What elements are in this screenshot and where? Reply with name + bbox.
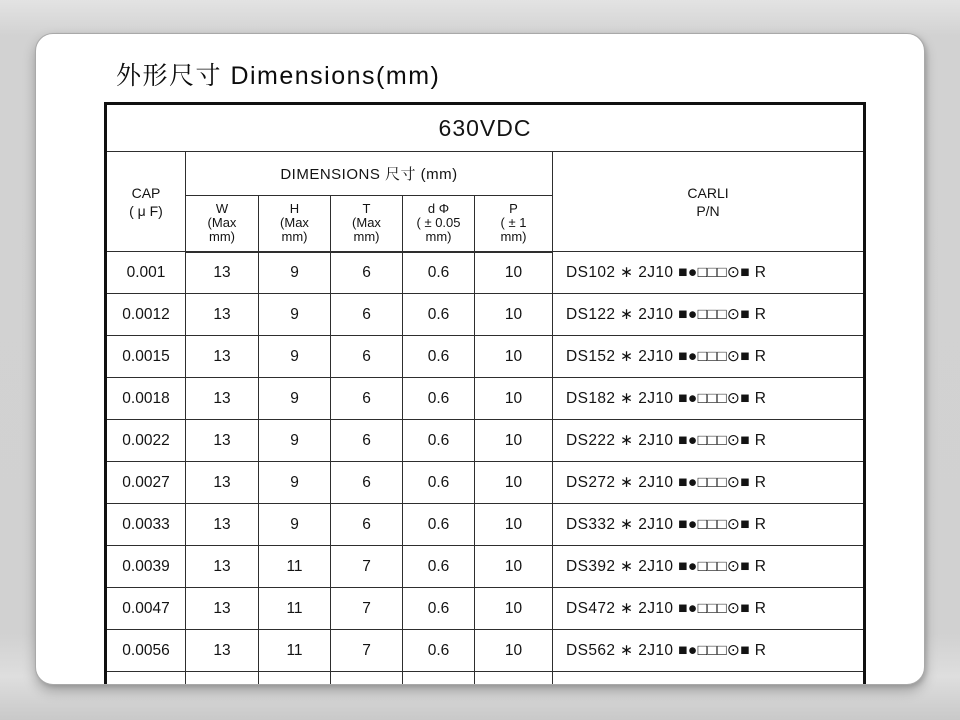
p-header-line2: ( ± 1 xyxy=(500,215,527,231)
h-header-line1: H xyxy=(289,201,300,217)
d-cell: 0.6 xyxy=(403,462,475,504)
h-cell: 11 xyxy=(259,630,331,672)
d-header-line3: mm) xyxy=(425,229,452,245)
t-cell: 6 xyxy=(331,378,403,420)
t-cell: 6 xyxy=(331,336,403,378)
h-header-line3: mm) xyxy=(281,229,308,245)
w-cell: 13 xyxy=(186,588,259,630)
t-column-header xyxy=(331,196,403,252)
t-cell: 6 xyxy=(331,252,403,294)
table-row xyxy=(106,630,865,672)
cap-cell: 0.0012 xyxy=(106,294,186,336)
cap-cell: 0.0047 xyxy=(106,588,186,630)
carli-header-line2: P/N xyxy=(696,202,720,219)
d-cell: 0.6 xyxy=(403,504,475,546)
d-header-line1: d Φ xyxy=(427,201,450,217)
pn-cell: DS152 ∗ 2J10 ■●□□□⊙■ R xyxy=(553,336,865,378)
t-cell: 6 xyxy=(331,504,403,546)
p-cell xyxy=(475,672,553,686)
d-cell: 0.6 xyxy=(403,378,475,420)
t-cell xyxy=(331,672,403,686)
d-cell: 0.6 xyxy=(403,546,475,588)
table-row xyxy=(106,546,865,588)
h-cell xyxy=(259,672,331,686)
pn-cell: DS102 ∗ 2J10 ■●□□□⊙■ R xyxy=(553,252,865,294)
voltage-header-row xyxy=(106,104,865,152)
cap-cell: 0.0033 xyxy=(106,504,186,546)
table-row xyxy=(106,504,865,546)
cap-cell: 0.0027 xyxy=(106,462,186,504)
p-cell: 10 xyxy=(475,504,553,546)
w-header-line1: W xyxy=(215,201,229,217)
h-cell: 9 xyxy=(259,462,331,504)
cap-cell: 0.0015 xyxy=(106,336,186,378)
p-header-line3: mm) xyxy=(500,229,527,245)
table-row-partial xyxy=(106,672,865,686)
d-header-line2: ( ± 0.05 xyxy=(416,215,461,231)
h-header-line2: (Max xyxy=(280,215,309,231)
h-cell: 9 xyxy=(259,378,331,420)
voltage-header: 630VDC xyxy=(106,104,865,152)
h-cell: 9 xyxy=(259,504,331,546)
table-row xyxy=(106,336,865,378)
w-cell: 13 xyxy=(186,294,259,336)
pn-cell: DS222 ∗ 2J10 ■●□□□⊙■ R xyxy=(553,420,865,462)
w-cell: 13 xyxy=(186,378,259,420)
d-cell: 0.6 xyxy=(403,294,475,336)
w-header-line3: mm) xyxy=(209,229,235,245)
cap-cell xyxy=(106,672,186,686)
w-cell: 13 xyxy=(186,252,259,294)
t-header-line2: (Max xyxy=(352,215,381,231)
t-cell: 7 xyxy=(331,588,403,630)
carli-header-line1: CARLI xyxy=(687,184,729,201)
dimensions-table xyxy=(104,102,866,685)
w-cell: 13 xyxy=(186,336,259,378)
d-column-header xyxy=(403,196,475,252)
table-row xyxy=(106,588,865,630)
pn-cell: DS562 ∗ 2J10 ■●□□□⊙■ R xyxy=(553,630,865,672)
p-cell: 10 xyxy=(475,462,553,504)
t-cell: 6 xyxy=(331,420,403,462)
cap-cell: 0.001 xyxy=(106,252,186,294)
table-row xyxy=(106,294,865,336)
t-cell: 6 xyxy=(331,462,403,504)
p-cell: 10 xyxy=(475,336,553,378)
cap-cell: 0.0039 xyxy=(106,546,186,588)
cap-cell: 0.0022 xyxy=(106,420,186,462)
carli-pn-column-header xyxy=(553,152,865,252)
slide-card xyxy=(35,33,925,685)
pn-cell: DS272 ∗ 2J10 ■●□□□⊙■ R xyxy=(553,462,865,504)
cap-column-header xyxy=(106,152,186,252)
w-cell: 13 xyxy=(186,462,259,504)
w-cell: 13 xyxy=(186,504,259,546)
d-cell: 0.6 xyxy=(403,336,475,378)
p-cell: 10 xyxy=(475,252,553,294)
w-column-header xyxy=(186,196,259,252)
p-cell: 10 xyxy=(475,378,553,420)
t-cell: 6 xyxy=(331,294,403,336)
t-header-line3: mm) xyxy=(353,229,380,245)
w-cell: 13 xyxy=(186,420,259,462)
p-cell: 10 xyxy=(475,420,553,462)
table-row xyxy=(106,462,865,504)
p-cell: 10 xyxy=(475,588,553,630)
p-cell: 10 xyxy=(475,630,553,672)
cap-header-line1: CAP xyxy=(131,184,161,201)
p-cell: 10 xyxy=(475,294,553,336)
h-cell: 9 xyxy=(259,336,331,378)
d-cell: 0.6 xyxy=(403,588,475,630)
h-cell: 9 xyxy=(259,252,331,294)
d-cell: 0.6 xyxy=(403,252,475,294)
t-cell: 7 xyxy=(331,546,403,588)
h-cell: 11 xyxy=(259,588,331,630)
table-row xyxy=(106,420,865,462)
w-cell: 13 xyxy=(186,546,259,588)
h-column-header xyxy=(259,196,331,252)
group-header-row xyxy=(106,152,865,196)
p-cell: 10 xyxy=(475,546,553,588)
pn-cell: DS122 ∗ 2J10 ■●□□□⊙■ R xyxy=(553,294,865,336)
t-header-line1: T xyxy=(362,201,371,217)
h-cell: 9 xyxy=(259,420,331,462)
w-cell: 13 xyxy=(186,630,259,672)
pn-cell: DS392 ∗ 2J10 ■●□□□⊙■ R xyxy=(553,546,865,588)
pn-cell: DS332 ∗ 2J10 ■●□□□⊙■ R xyxy=(553,504,865,546)
cap-header-line2: ( μ F) xyxy=(129,202,163,219)
d-cell xyxy=(403,672,475,686)
table-row xyxy=(106,378,865,420)
d-cell: 0.6 xyxy=(403,630,475,672)
pn-cell: DS182 ∗ 2J10 ■●□□□⊙■ R xyxy=(553,378,865,420)
cap-cell: 0.0056 xyxy=(106,630,186,672)
table-body xyxy=(106,252,865,686)
d-cell: 0.6 xyxy=(403,420,475,462)
cap-cell: 0.0018 xyxy=(106,378,186,420)
h-cell: 9 xyxy=(259,294,331,336)
pn-cell: DS472 ∗ 2J10 ■●□□□⊙■ R xyxy=(553,588,865,630)
pn-cell xyxy=(553,672,865,686)
w-cell xyxy=(186,672,259,686)
p-header-line1: P xyxy=(509,201,518,217)
h-cell: 11 xyxy=(259,546,331,588)
table-row xyxy=(106,252,865,294)
dimensions-group-header: DIMENSIONS 尺寸 (mm) xyxy=(186,152,553,196)
w-header-line2: (Max xyxy=(207,215,237,231)
p-column-header xyxy=(475,196,553,252)
t-cell: 7 xyxy=(331,630,403,672)
page-title: 外形尺寸 Dimensions(mm) xyxy=(116,62,441,90)
